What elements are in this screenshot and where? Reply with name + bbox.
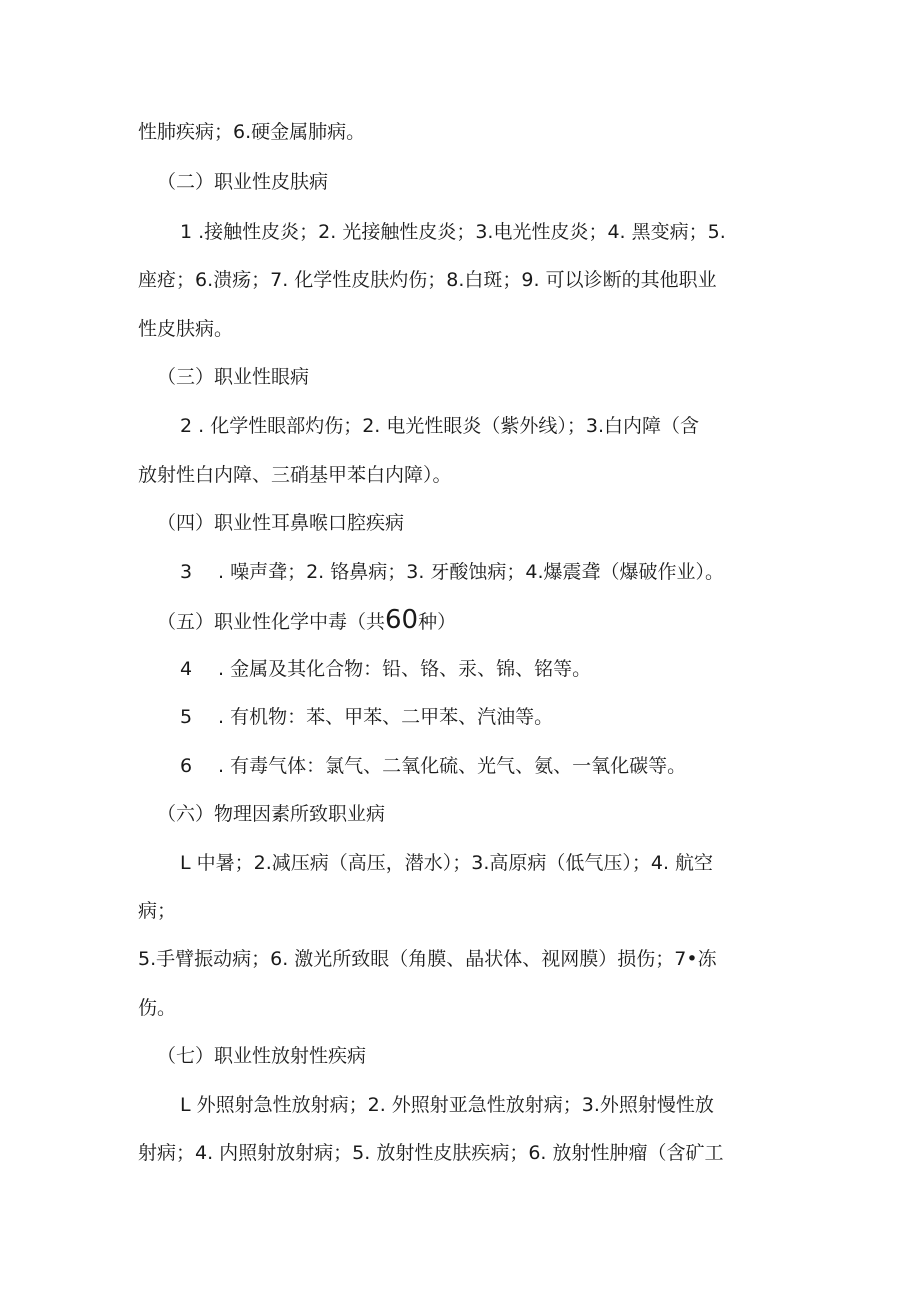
list-item (180, 752, 686, 780)
list-item (180, 655, 591, 683)
list-text: . 噪声聋；2. 铬鼻病；3. 牙酸蚀病；4.爆震聋（爆破作业）。 (218, 561, 725, 583)
paragraph-line: 伤。 (138, 997, 177, 1019)
heading-text: 种） (418, 611, 457, 633)
paragraph-line: L 中暑；2.减压病（高压，潜水）；3.高原病（低气压）；4. 航空 (180, 852, 714, 874)
paragraph-line: 放射性白内障、三硝基甲苯白内障）。 (138, 464, 452, 486)
list-number: 6 (180, 755, 193, 777)
paragraph-line: L 外照射急性放射病；2. 外照射亚急性放射病；3.外照射慢性放 (180, 1094, 714, 1116)
paragraph-line: 射病；4. 内照射放射病；5. 放射性皮肤疾病；6. 放射性肿瘤（含矿工 (138, 1142, 724, 1164)
list-item (180, 703, 553, 731)
heading-number: 60 (385, 605, 419, 635)
list-item (180, 558, 724, 586)
list-text: . 有毒气体：氯气、二氧化硫、光气、氨、一氧化碳等。 (218, 755, 687, 777)
section-heading-7: （七）职业性放射性疾病 (157, 1045, 367, 1067)
paragraph-line: 1 .接触性皮炎；2. 光接触性皮炎；3.电光性皮炎；4. 黑变病；5. (180, 221, 726, 243)
list-number: 4 (180, 658, 193, 680)
list-text: . 金属及其化合物：铅、铬、汞、锦、铭等。 (218, 658, 592, 680)
list-number: 5 (180, 706, 193, 728)
section-heading-6: （六）物理因素所致职业病 (157, 803, 386, 825)
section-heading-2: （二）职业性皮肤病 (157, 171, 329, 193)
list-text: . 有机物：苯、甲苯、二甲苯、汽油等。 (218, 706, 554, 728)
paragraph-line: 性肺疾病；6.硬金属肺病。 (138, 121, 366, 143)
paragraph-line: 座疮；6.溃疡；7. 化学性皮肤灼伤；8.白斑；9. 可以诊断的其他职业 (138, 269, 717, 291)
list-number: 3 (180, 561, 193, 583)
paragraph-line: 性皮肤病。 (138, 318, 234, 340)
heading-text: （五）职业性化学中毒（共 (157, 611, 386, 633)
section-heading-3: （三）职业性眼病 (157, 366, 310, 388)
paragraph-line: 5.手臂振动病；6. 激光所致眼（角膜、晶状体、视网膜）损伤；7•冻 (138, 948, 717, 970)
paragraph-line: 2 . 化学性眼部灼伤；2. 电光性眼炎（紫外线）；3.白内障（含 (180, 415, 700, 437)
section-heading-4: （四）职业性耳鼻喉口腔疾病 (157, 512, 405, 534)
section-heading-5 (157, 606, 456, 636)
paragraph-line: 病； (138, 900, 177, 922)
